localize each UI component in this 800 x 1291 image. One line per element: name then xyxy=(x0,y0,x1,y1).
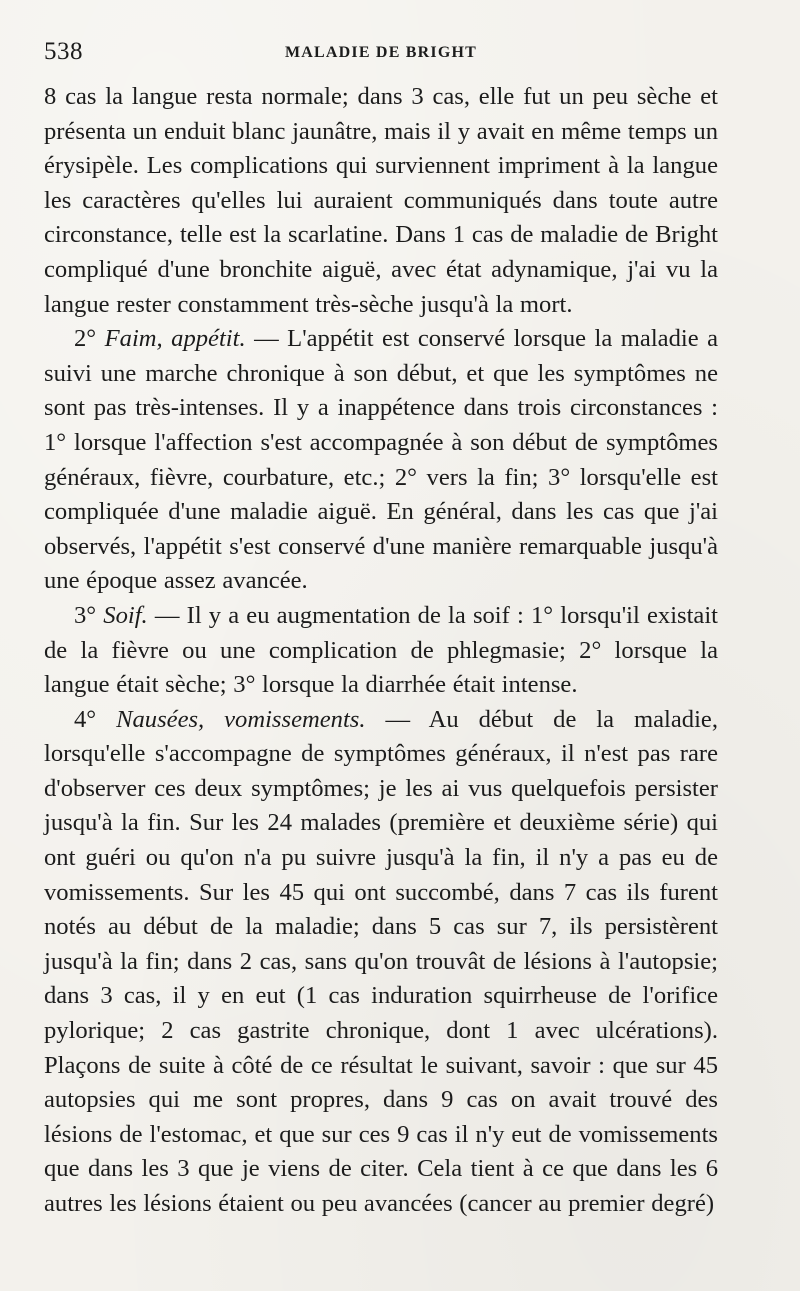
paragraph-text: 8 cas la langue resta normale; dans 3 cas, elle fut un peu sèche et présenta un enduit blanc jaunâtre, mais il y avait en même temps un érysipèle. Les complications qui surviennent impriment à la langue les caractères qu'elles lui auraient communiqués dans toute autre circonstance, telle est la scarlatine. Dans 1 cas de maladie de Bright compliqué d'une bronchite aiguë, avec état adynamique, j'ai vu la langue rester constamment très-sèche jusqu'à la mort. xyxy=(44,83,718,318)
section-heading: Faim, appétit. xyxy=(104,325,246,353)
paragraph-text: L'appétit est conservé lorsque la maladie a suivi une marche chronique à son début, et que les symptômes ne sont pas très-intenses. Il y a inappétence dans trois circonstances : 1° lorsque l'affection s'est accompagnée à son début de symptômes généraux, fièvre, courbature, etc.; 2° vers la fin; 3° lorsqu'elle est compliquée d'une maladie aiguë. En général, dans les cas que j'ai observés, l'appétit s'est conservé d'une manière remarquable jusqu'à une époque assez avancée. xyxy=(44,325,719,595)
page-number: 538 xyxy=(44,38,83,65)
paragraph-soif: 3° Soif. — Il y a eu augmentation de la soif : 1° lorsqu'il existait de la fièvre ou une complication de phlegmasie; 2° lorsque la langue était sèche; 3° lorsque la diarrhée était intense. xyxy=(44,601,719,699)
body-text xyxy=(44,80,718,1222)
section-number: 2° xyxy=(74,325,97,353)
running-title: MALADIE DE BRIGHT xyxy=(285,44,477,61)
running-head xyxy=(44,38,718,74)
section-heading: Nausées, vomissements. xyxy=(116,705,366,733)
paragraph-nausees: 4° Nausées, vomissements. — Au début de la maladie, lorsqu'elle s'accompagne de symptômes généraux, il n'est pas rare d'observer ces deux symptômes; je les ai vus quelquefois persister jusqu'à la fin. Sur les 24 malades (première et deuxième série) qui ont guéri ou qu'on n'a pu suivre jusqu'à la fin, il n'y a pas eu de vomissements. Sur les 45 qui ont succombé, dans 7 cas ils furent notés au début de la maladie; dans 5 cas sur 7, ils persistèrent jusqu'à la fin; dans 2 cas, sans qu'on trouvât de lésions à l'autopsie; dans 3 cas, il y en eut (1 cas induration squirrheuse de l'orifice pylorique; 2 cas gastrite chronique, dont 1 avec ulcérations). Plaçons de suite à côté de ce résultat le suivant, savoir : que sur 45 autopsies qui me sont propres, dans 9 cas on avait trouvé des lésions de l'estomac, et que sur ces 9 cas il n'y eut de vomissements que dans les 3 que je viens de citer. Cela tient à ce que dans les 6 autres les lésions étaient ou peu avancées (cancer au premier degré) xyxy=(44,705,718,1217)
section-number: 4° xyxy=(74,705,97,733)
paragraph-text: Il y a eu augmentation de la soif : 1° lorsqu'il existait de la fièvre ou une complication de phlegmasie; 2° lorsque la langue était sèche; 3° lorsque la diarrhée était intense. xyxy=(44,601,719,699)
section-heading: Soif. xyxy=(103,601,148,629)
paragraph-faim: 2° Faim, appétit. — L'appétit est conservé lorsque la maladie a suivi une marche chronique à son début, et que les symptômes ne sont pas très-intenses. Il y a inappétence dans trois circonstances : 1° lorsque l'affection s'est accompagnée à son début de symptômes généraux, fièvre, courbature, etc.; 2° vers la fin; 3° lorsqu'elle est compliquée d'une maladie aiguë. En général, dans les cas que j'ai observés, l'appétit s'est conservé d'une manière remarquable jusqu'à une époque assez avancée. xyxy=(44,325,719,595)
section-number: 3° xyxy=(74,601,97,629)
paragraph-tongue-continuation xyxy=(44,80,718,322)
paragraph-text: Au début de la maladie, lorsqu'elle s'accompagne de symptômes généraux, il n'est pas rare d'observer ces deux symptômes; je les ai vus quelquefois persister jusqu'à la fin. Sur les 24 malades (première et deuxième série) qui ont guéri ou qu'on n'a pu suivre jusqu'à la fin, il n'y a pas eu de vomissements. Sur les 45 qui ont succombé, dans 7 cas ils furent notés au début de la maladie; dans 5 cas sur 7, ils persistèrent jusqu'à la fin; dans 2 cas, sans qu'on trouvât de lésions à l'autopsie; dans 3 cas, il y en eut (1 cas induration squirrheuse de l'orifice pylorique; 2 cas gastrite chronique, dont 1 avec ulcérations). Plaçons de suite à côté de ce résultat le suivant, savoir : que sur 45 autopsies qui me sont propres, dans 9 cas on avait trouvé des lésions de l'estomac, et que sur ces 9 cas il n'y eut de vomissements que dans les 3 que je viens de citer. Cela tient à ce que dans les 6 autres les lésions étaient ou peu avancées (cancer au premier degré) xyxy=(44,705,718,1217)
